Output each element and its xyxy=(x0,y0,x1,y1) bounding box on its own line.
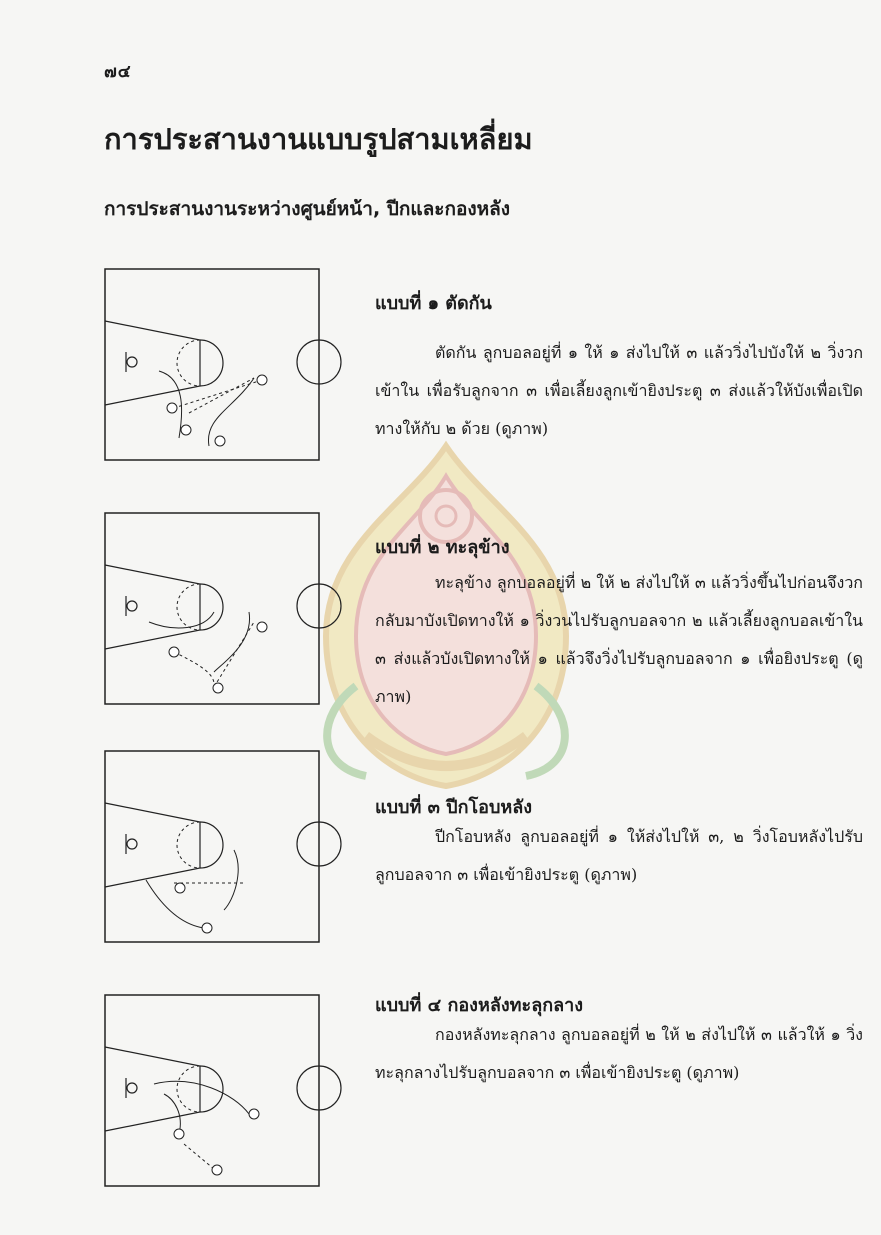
page-number: ๗๔ xyxy=(104,62,132,82)
section-heading-1: แบบที่ ๑ ตัดกัน xyxy=(375,293,492,314)
player-marker xyxy=(167,403,177,413)
section-body-1: ตัดกัน ลูกบอลอยู่ที่ ๑ ให้ ๑ ส่งไปให้ ๓ แล้ววิ่งไปบังให้ ๒ วิ่งวกเข้าใน เพื่อรับลูกจาก ๓ เพื่อเลี้ยงลูกเข้ายิงประตู ๓ ส่งแล้วให้บังเพื่อเปิดทางให้กับ ๒ ด้วย (ดูภาพ) xyxy=(375,343,863,438)
section-body-3: ปีกโอบหลัง ลูกบอลอยู่ที่ ๑ ให้ส่งไปให้ ๓, ๒ วิ่งโอบหลังไปรับลูกบอลจาก ๓ เพื่อเข้ายิงประตู (ดูภาพ) xyxy=(375,827,863,884)
player-marker xyxy=(174,1129,184,1139)
player-marker xyxy=(249,1109,259,1119)
player-marker xyxy=(181,425,191,435)
section-body-4: กองหลังทะลุกลาง ลูกบอลอยู่ที่ ๒ ให้ ๒ ส่งไปให้ ๓ แล้วให้ ๑ วิ่งทะลุกลางไปรับลูกบอลจาก ๓ เพื่อเข้ายิงประตู (ดูภาพ) xyxy=(375,1025,863,1082)
section-heading-4: แบบที่ ๔ กองหลังทะลุกลาง xyxy=(375,995,584,1016)
player-marker xyxy=(215,436,225,446)
player-marker xyxy=(257,622,267,632)
player-marker xyxy=(202,923,212,933)
play-diagram-3 xyxy=(104,750,354,946)
player-marker xyxy=(175,883,185,893)
player-marker xyxy=(169,647,179,657)
play-diagram-4 xyxy=(104,994,354,1190)
page-title: การประสานงานแบบรูปสามเหลี่ยม xyxy=(104,122,533,156)
section-body-2: ทะลุข้าง ลูกบอลอยู่ที่ ๒ ให้ ๒ ส่งไปให้ ๓ แล้ววิ่งขึ้นไปก่อนจึงวกกลับมาบังเปิดทางให้ ๑ วิ่งวนไปรับลูกบอลจาก ๒ แล้วเลี้ยงลูกบอลเข้าใน ๓ ส่งแล้วบังเปิดทางให้ ๑ แล้วจึงวิ่งไปรับลูกบอลจาก ๑ เพื่อยิงประตู (ดูภาพ) xyxy=(375,573,863,706)
play-diagram-1 xyxy=(104,268,354,464)
section-heading-3: แบบที่ ๓ ปีกโอบหลัง xyxy=(375,797,533,818)
player-marker xyxy=(212,1165,222,1175)
page-subtitle: การประสานงานระหว่างศูนย์หน้า, ปีกและกองหลัง xyxy=(104,198,511,220)
player-marker xyxy=(213,683,223,693)
section-heading-2: แบบที่ ๒ ทะลุข้าง xyxy=(375,537,510,558)
play-diagram-2 xyxy=(104,512,354,708)
player-marker xyxy=(257,375,267,385)
